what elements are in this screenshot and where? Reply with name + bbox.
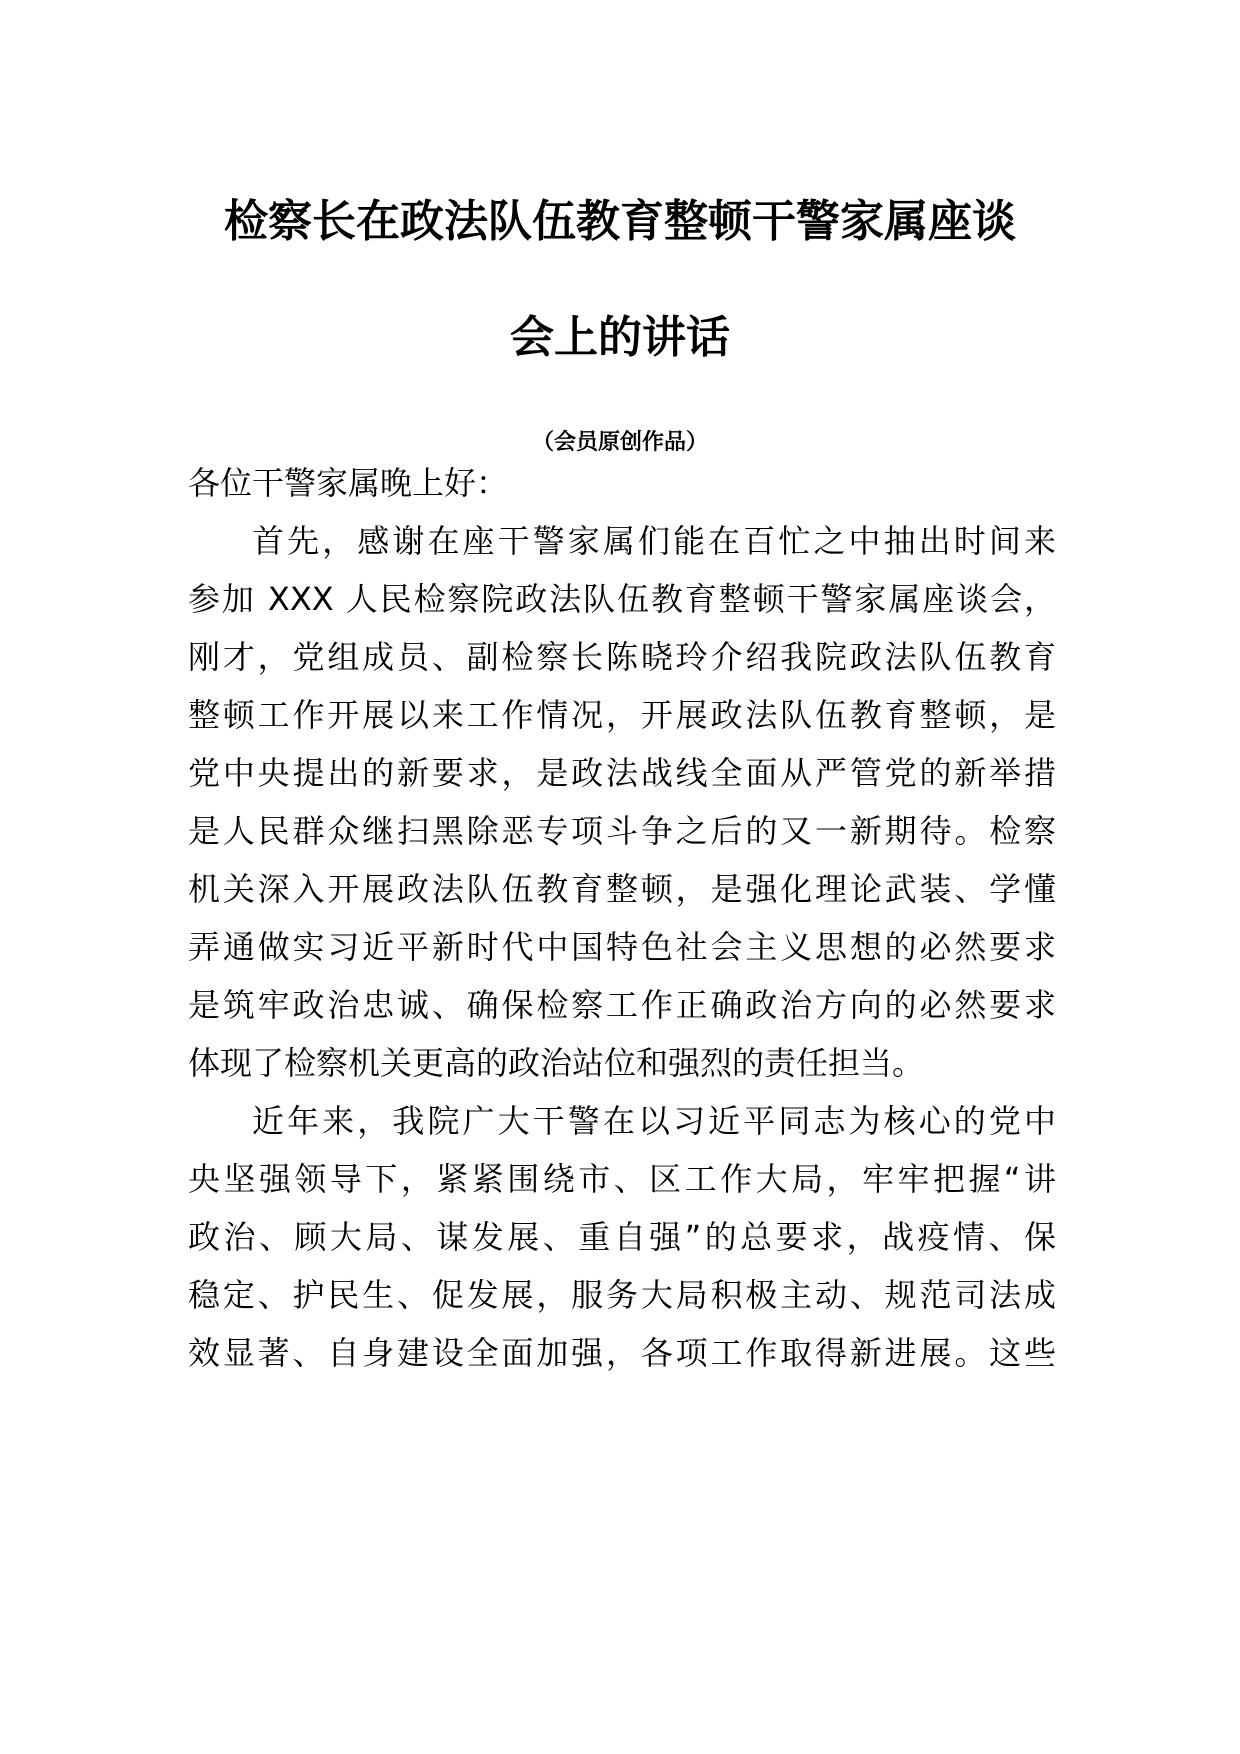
paragraph-1-line: 弄通做实习近平新时代中国特色社会主义思想的必然要求 xyxy=(188,928,1056,966)
paragraph-1-line: 体现了检察机关更高的政治站位和强烈的责任担当。 xyxy=(188,1044,925,1082)
paragraph-1-line: 参加 XXX 人民检察院政法队伍教育整顿干警家属座谈会， xyxy=(188,580,1056,618)
paragraph-2-line: 近年来，我院广大干警在以习近平同志为核心的党中 xyxy=(252,1102,1056,1140)
paragraph-1-line: 首先，感谢在座干警家属们能在百忙之中抽出时间来 xyxy=(252,522,1056,560)
paragraph-2-line: 政治、顾大局、谋发展、重自强”的总要求，战疫情、保 xyxy=(188,1218,1056,1256)
paragraph-1-line: 整顿工作开展以来工作情况，开展政法队伍教育整顿，是 xyxy=(188,696,1056,734)
paragraph-1-line: 机关深入开展政法队伍教育整顿，是强化理论武装、学懂 xyxy=(188,870,1056,908)
paragraph-2-line: 央坚强领导下，紧紧围绕市、区工作大局，牢牢把握“讲 xyxy=(188,1160,1056,1198)
document-title-line-2: 会上的讲话 xyxy=(510,312,730,363)
greeting-line: 各位干警家属晚上好： xyxy=(188,464,509,502)
paragraph-2-line: 效显著、自身建设全面加强，各项工作取得新进展。这些 xyxy=(188,1334,1056,1372)
paragraph-1-line: 刚才，党组成员、副检察长陈晓玲介绍我院政法队伍教育 xyxy=(188,638,1056,676)
paragraph-2-line: 稳定、护民生、促发展，服务大局积极主动、规范司法成 xyxy=(188,1276,1056,1314)
paragraph-1-line: 党中央提出的新要求，是政法战线全面从严管党的新举措 xyxy=(188,754,1056,792)
document-title-line-1: 检察长在政法队伍教育整顿干警家属座谈 xyxy=(224,196,1016,247)
document-subtitle: （会员原创作品） xyxy=(531,430,708,455)
paragraph-1-line: 是筑牢政治忠诚、确保检察工作正确政治方向的必然要求 xyxy=(188,986,1056,1024)
paragraph-1-line: 是人民群众继扫黑除恶专项斗争之后的又一新期待。检察 xyxy=(188,812,1056,850)
